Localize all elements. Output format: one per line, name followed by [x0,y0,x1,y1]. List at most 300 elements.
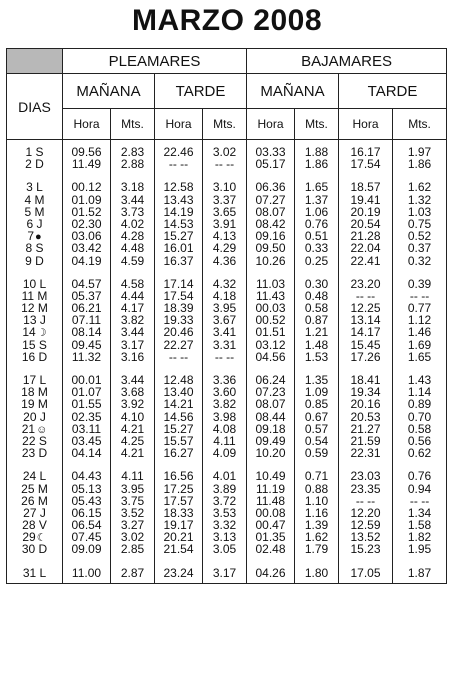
tide-value: 4.02 [120,216,145,231]
tide-value: 03.11 [71,421,102,436]
group-gap [393,556,446,567]
day-text: 21 [21,421,36,436]
tide-value: 2.85 [120,542,145,557]
tide-value: 02.30 [71,216,102,231]
tide-value: 20.46 [163,325,194,340]
tide-value: 1.16 [304,505,329,520]
tide-value: 3.18 [120,180,145,195]
day-text: 9 D [25,253,44,268]
tide-value: 01.09 [71,192,102,207]
tide-value: 16.37 [163,253,194,268]
tide-value: 4.59 [120,253,145,268]
tide-value: 09.49 [255,433,286,448]
tide-value: 08.14 [71,325,102,340]
tide-value: 3.98 [212,409,237,424]
header-pleamares-tarde: TARDE [155,74,247,109]
day-label [7,447,62,459]
tide-value: 20.54 [350,216,381,231]
tide-value: 14.19 [163,204,194,219]
group-gap [63,556,110,567]
day-text: 28 V [22,518,47,533]
header-hora: Hora [247,109,295,140]
tide-value: 03.12 [255,337,286,352]
tide-value: 04.14 [71,446,102,461]
tide-value: 3.27 [120,518,145,533]
tide-value: 1.86 [407,157,432,172]
tide-value: 17.54 [350,157,381,172]
tide-value: 4.29 [212,241,237,256]
tide-value: 3.36 [212,373,237,387]
tide-value: 14.56 [163,409,194,424]
day-label [7,218,62,230]
tide-value: 0.56 [407,433,432,448]
tide-value: 03.33 [255,145,286,159]
tide-value: 03.06 [71,229,102,244]
day-text: 17 L [22,373,47,387]
tide-value: 4.48 [120,241,145,256]
corner-cell [7,49,63,74]
tide-value: 01.51 [255,325,286,340]
day-text: 3 L [26,180,43,195]
tide-value: 4.36 [212,253,237,268]
day-label [7,158,62,170]
day-text: 6 J [26,216,43,231]
tide-value: 1.87 [407,565,432,580]
tide-value: 0.88 [304,481,329,496]
tide-value: 1.14 [407,385,432,400]
tide-value: 22.41 [350,253,381,268]
tide-value: 0.30 [304,276,329,291]
tide-value: 1.53 [304,349,329,364]
day-text: 14 [22,325,36,340]
tide-value: 1.06 [304,204,329,219]
tide-value: 0.75 [407,216,432,231]
day-text: 25 M [21,481,48,496]
tide-value: 15.27 [163,421,194,436]
tide-value: 05.43 [71,493,102,508]
tide-value: 4.09 [212,446,237,461]
tide-value: 02.48 [255,542,286,557]
tide-value: 21.28 [350,229,381,244]
tide-value: 0.51 [304,229,329,244]
tide-value: 1.97 [407,145,432,159]
tide-value: 08.42 [255,216,286,231]
tide-value: 07.23 [255,385,286,400]
tide-value: 0.70 [407,409,432,424]
page-title: MARZO 2008 [131,4,323,37]
tide-value: 16.56 [163,469,194,484]
group-gap [339,556,392,567]
col-pleamar-manana-hora [63,140,111,584]
tide-value: 0.33 [304,241,329,256]
tide-value: 05.13 [71,481,102,496]
tide-value: 11.32 [71,349,102,364]
tide-value: 19.41 [350,192,381,207]
tide-value: 1.10 [304,493,329,508]
tide-value: 0.85 [304,397,329,412]
tide-value: 16.01 [163,241,194,256]
tide-value: 0.94 [407,481,432,496]
tide-value: 12.48 [163,373,194,387]
tide-value: 3.73 [120,204,145,219]
group-gap [111,556,154,567]
day-label [7,567,62,579]
tide-value: 20.21 [163,530,194,545]
tide-value: 0.77 [407,301,432,316]
day-text: 26 M [21,493,48,508]
tide-value: 1.80 [304,565,329,580]
tide-value: 3.17 [212,565,237,580]
tide-value: 3.17 [120,337,145,352]
tide-value: 22.31 [350,446,381,461]
tide-value: 01.52 [71,204,102,219]
tide-value: 3.95 [212,301,237,316]
tide-value: 20.16 [350,397,381,412]
moon-phase-icon: ● [35,231,42,244]
tide-value: 19.33 [163,313,194,328]
tide-value: 4.32 [212,276,237,291]
tide-value: 3.91 [212,216,237,231]
tide-value: 10.20 [255,446,286,461]
tide-value: 3.16 [120,349,145,364]
tide-value: 21.27 [350,421,381,436]
day-text: 29 [22,530,36,545]
tide-value: 1.12 [407,313,432,328]
col-bajamar-manana-hora [247,140,295,584]
header-bajamares-manana: MAÑANA [247,74,339,109]
tide-value: 19.17 [163,518,194,533]
tide-value: 14.21 [163,397,194,412]
tide-value: 3.32 [212,518,237,533]
tide-value: 09.45 [71,337,102,352]
tide-value: 11.43 [255,288,286,303]
tide-value: 3.65 [212,204,237,219]
moon-phase-icon: ☽ [36,327,47,340]
day-text: 23 D [21,446,48,461]
tide-value: 0.25 [304,253,329,268]
col-pleamar-tarde-mts [203,140,247,584]
header-mts: Mts. [111,109,155,140]
tide-value: 14.17 [350,325,381,340]
tide-value: 12.59 [350,518,381,533]
day-text: 16 D [21,349,48,364]
header-pleamares: PLEAMARES [63,49,247,74]
tide-value: 3.44 [120,373,145,387]
tide-value: 04.19 [71,253,102,268]
tide-value: 3.82 [212,397,237,412]
tide-value: 03.45 [71,433,102,448]
tide-value: 20.53 [350,409,381,424]
tide-value: 18.39 [163,301,194,316]
header-mts: Mts. [203,109,247,140]
tide-value: 3.68 [120,385,145,400]
tide-value: 1.43 [407,373,432,387]
tide-value: 15.27 [163,229,194,244]
days-body-row [7,140,447,584]
day-text: 4 M [24,192,45,207]
tide-value: 0.89 [407,397,432,412]
tide-value: 3.75 [120,493,145,508]
tide-value: 0.57 [304,421,329,436]
tide-value: 07.27 [255,192,286,207]
tide-value: 18.33 [163,505,194,520]
col-pleamar-tarde-hora [155,140,203,584]
tide-value: 0.37 [407,241,432,256]
tide-value: 06.21 [71,301,102,316]
tide-value: 08.44 [255,409,286,424]
tide-value: 1.03 [407,204,432,219]
group-gap [247,556,294,567]
tide-value: 09.18 [255,421,286,436]
header-hora: Hora [339,109,393,140]
tide-value: 0.87 [304,313,329,328]
day-text: 18 M [21,385,48,400]
tide-value: 3.44 [120,192,145,207]
tide-value: 07.11 [71,313,102,328]
day-text: 15 S [22,337,47,352]
tide-value: 0.76 [304,216,329,231]
day-text: 1 S [25,145,44,159]
tide-value: 21.59 [350,433,381,448]
tide-value: 17.25 [163,481,194,496]
day-text: 20 J [23,409,46,424]
tide-value: 16.27 [163,446,194,461]
tide-value: 01.55 [71,397,102,412]
tide-value: 0.48 [304,288,329,303]
tide-value: 21.54 [163,542,194,557]
tide-value: 17.05 [350,565,381,580]
header-mts: Mts. [295,109,339,140]
tide-value: 1.34 [407,505,432,520]
tide-value: 3.37 [212,192,237,207]
header-hora: Hora [155,109,203,140]
tide-value: -- -- [168,157,189,172]
tide-value: 4.21 [120,446,145,461]
tide-value: 13.52 [350,530,381,545]
tide-value: 3.44 [120,325,145,340]
tide-value: 18.57 [350,180,381,195]
tide-value: 3.95 [120,481,145,496]
tide-value: 4.25 [120,433,145,448]
tide-value: 04.57 [71,276,102,291]
tide-value: 06.24 [255,373,286,387]
tide-value: 03.42 [71,241,102,256]
tide-value: 06.54 [71,518,102,533]
day-text: 22 S [22,433,47,448]
tide-value: 09.16 [255,229,286,244]
header-dias: DIAS [7,74,63,140]
tide-value: 13.43 [163,192,194,207]
tide-value: 1.62 [304,530,329,545]
tide-value: 12.20 [350,505,381,520]
tide-value: 19.34 [350,385,381,400]
tide-value: 1.09 [304,385,329,400]
tide-value: 10.49 [255,469,286,484]
tide-value: 1.58 [407,518,432,533]
tide-value: 3.02 [212,145,237,159]
day-text: 24 L [22,469,47,484]
day-text: 10 L [22,276,47,291]
col-dias [7,140,63,584]
tide-value: 3.72 [212,493,237,508]
tide-value: 1.95 [407,542,432,557]
tide-value: 0.32 [407,253,432,268]
tide-value: 0.67 [304,409,329,424]
tide-value: -- -- [214,157,235,172]
tide-value: 00.03 [255,301,286,316]
tide-value: 15.45 [350,337,381,352]
tide-value: 3.10 [212,180,237,195]
tide-value: 23.20 [350,276,381,291]
header-mts: Mts. [393,109,447,140]
tide-value: 00.01 [71,373,102,387]
tide-value: 0.71 [304,469,329,484]
tide-value: 3.52 [120,505,145,520]
day-text: 27 J [23,505,46,520]
tide-value: 1.48 [304,337,329,352]
tide-value: 1.82 [407,530,432,545]
tide-value: 4.44 [120,288,145,303]
tide-value: -- -- [355,288,376,303]
col-bajamar-manana-mts [295,140,339,584]
tide-value: 3.92 [120,397,145,412]
tide-value: 12.58 [163,180,194,195]
tide-value: 06.36 [255,180,286,195]
tide-value: 04.26 [255,565,286,580]
tide-value: 1.32 [407,192,432,207]
tide-value: 12.25 [350,301,381,316]
tide-value: 13.14 [350,313,381,328]
header-bajamares: BAJAMARES [247,49,447,74]
tide-value: 4.18 [212,288,237,303]
day-text: 12 M [21,301,48,316]
tide-value: -- -- [168,349,189,364]
tide-value: 3.82 [120,313,145,328]
tide-value: 2.87 [120,565,145,580]
moon-phase-icon: ☾ [36,532,47,545]
tide-value: 1.86 [304,157,329,172]
tide-value: 1.39 [304,518,329,533]
tide-value: 11.00 [71,565,102,580]
tide-value: 04.43 [71,469,102,484]
day-label [7,351,62,363]
tide-value: 02.35 [71,409,102,424]
tide-value: 0.58 [407,421,432,436]
day-text: 11 M [21,288,48,303]
tide-value: 3.53 [212,505,237,520]
tide-value: 4.17 [120,301,145,316]
tide-value: 14.53 [163,216,194,231]
group-gap [203,556,246,567]
tide-value: 4.11 [213,433,236,448]
moon-phase-icon: ☺ [36,423,48,436]
tide-value: 1.37 [304,192,329,207]
tide-value: 09.56 [71,145,102,159]
tide-value: 22.27 [163,337,194,352]
tide-value: 4.21 [120,421,145,436]
tide-value: 1.21 [304,325,329,340]
tide-value: 23.03 [350,469,381,484]
tide-value: 11.19 [255,481,286,496]
tide-value: 13.40 [163,385,194,400]
col-pleamar-manana-mts [111,140,155,584]
tide-value: 17.14 [163,276,194,291]
tide-value: 1.35 [304,373,329,387]
tide-value: 4.58 [120,276,145,291]
tide-value: 3.60 [212,385,237,400]
tide-value: 1.62 [407,180,432,195]
day-label [7,543,62,555]
tide-value: 22.46 [163,145,194,159]
day-text: 8 S [25,241,44,256]
day-text: 19 M [21,397,48,412]
tide-value: 0.59 [304,446,329,461]
tide-value: 10.26 [255,253,286,268]
tide-value: 00.47 [255,518,286,533]
day-text: 30 D [21,542,48,557]
day-text: 2 D [25,157,44,172]
tide-value: 16.17 [350,145,381,159]
header-hora: Hora [63,109,111,140]
tide-value: 11.48 [255,493,286,508]
tide-value: 23.35 [350,481,381,496]
tide-value: 15.23 [350,542,381,557]
tide-value: 1.65 [407,349,432,364]
tide-value: 1.88 [304,145,329,159]
tide-value: 05.37 [71,288,102,303]
tide-value: 3.13 [212,530,237,545]
tide-value: 2.88 [120,157,145,172]
day-text: 5 M [24,204,45,219]
tide-value: 01.07 [71,385,102,400]
day-text: 13 J [23,313,46,328]
tide-value: 11.03 [255,276,286,291]
tide-value: 07.45 [71,530,102,545]
tide-value: 3.89 [212,481,237,496]
tide-value: 4.01 [212,469,237,484]
tide-value: 4.08 [212,421,237,436]
group-gap [155,556,202,567]
tide-value: 0.54 [304,433,329,448]
tide-value: 22.04 [350,241,381,256]
tide-value: 0.52 [407,229,432,244]
tide-value: 4.13 [212,229,237,244]
group-gap [295,556,338,567]
tide-value: 17.54 [163,288,194,303]
header-bajamares-tarde: TARDE [339,74,447,109]
tide-value: 1.46 [407,325,432,340]
tide-value: 4.28 [120,229,145,244]
tide-value: 0.62 [407,446,432,461]
tide-value: -- -- [409,493,430,508]
tide-value: 01.35 [255,530,286,545]
tide-value: 18.41 [350,373,381,387]
tide-value: 1.79 [304,542,329,557]
tide-value: 00.52 [255,313,286,328]
tide-value: 20.19 [350,204,381,219]
col-bajamar-tarde-hora [339,140,393,584]
tide-value: 17.57 [163,493,194,508]
tide-value: -- -- [409,288,430,303]
tide-value: 3.02 [120,530,145,545]
tide-value: 3.05 [212,542,237,557]
tide-value: 05.17 [255,157,286,172]
tide-value: 3.41 [212,325,237,340]
day-label [7,255,62,267]
tide-value: 15.57 [163,433,194,448]
tide-value: 2.83 [120,145,145,159]
col-bajamar-tarde-mts [393,140,447,584]
